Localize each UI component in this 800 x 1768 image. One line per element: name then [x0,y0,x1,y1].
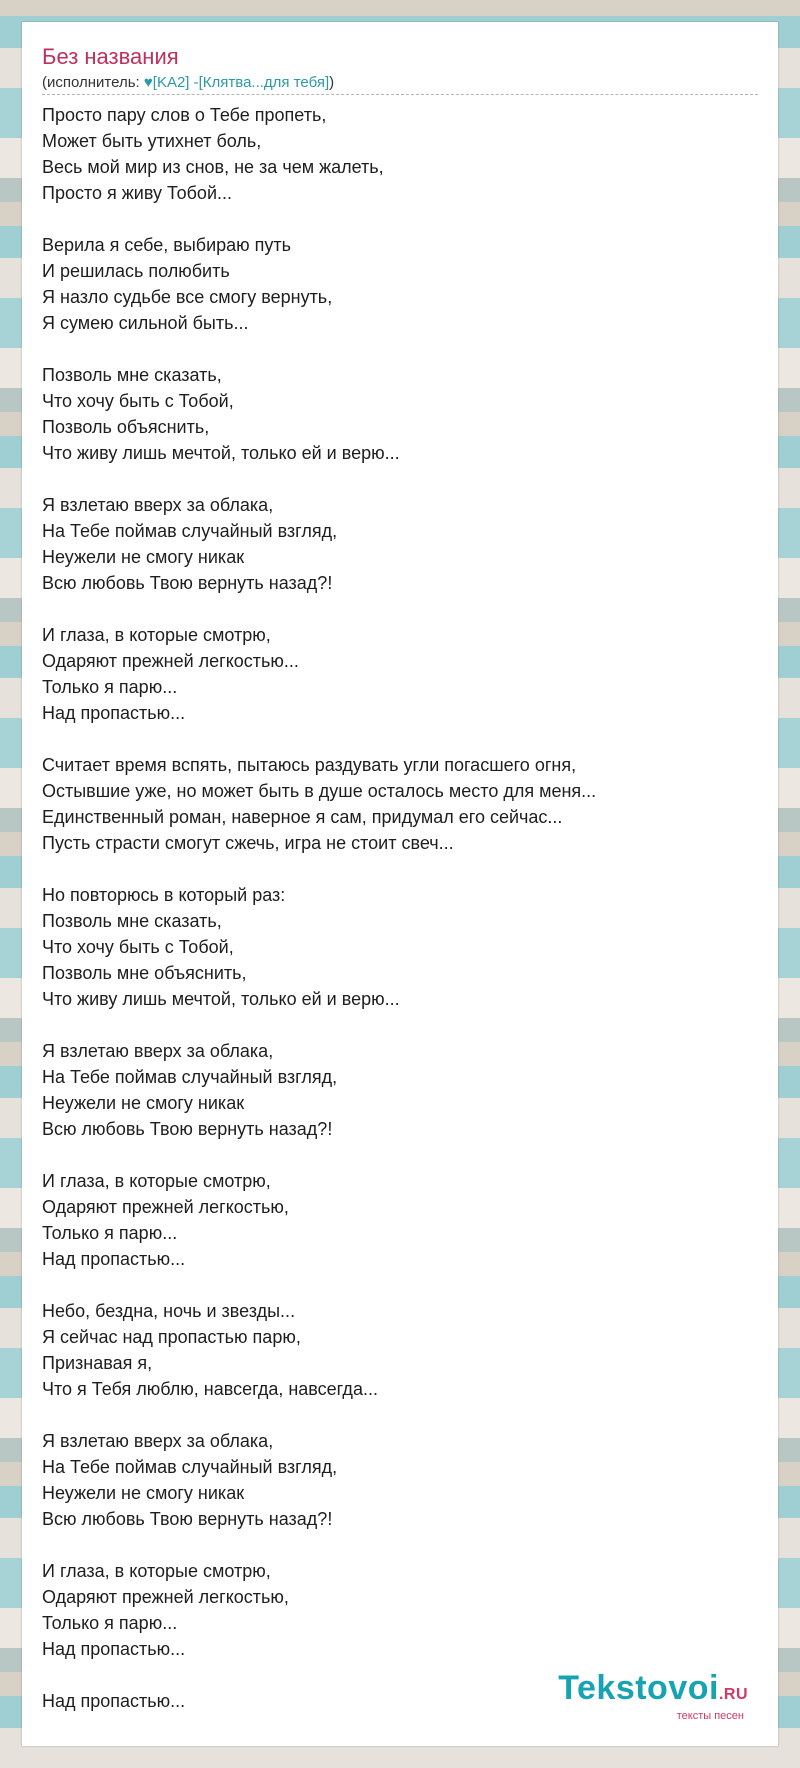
lyrics-line: Что живу лишь мечтой, только ей и верю... [42,443,400,463]
logo-text: Tekstovoi [558,1669,719,1707]
lyrics-stanza [42,1428,752,1532]
lyrics-stanza [42,622,752,726]
lyrics-line: На Тебе поймав случайный взгляд, [42,1457,338,1477]
lyrics-line: На Тебе поймав случайный взгляд, [42,1067,338,1087]
artist-prefix: (исполнитель: [42,74,144,91]
lyrics-line: Над пропастью... [42,703,186,723]
lyrics-line: Одаряют прежней легкостью, [42,1587,289,1607]
lyrics-line: Позволь мне сказать, [42,911,222,931]
lyrics-line: Только я парю... [42,1223,178,1243]
heart-icon: ♥ [143,74,153,91]
lyrics-line: Одаряют прежней легкостью... [42,651,299,671]
lyrics-line: Над пропастью... [42,1691,186,1711]
lyrics-line: Что я Тебя люблю, навсегда, навсегда... [42,1379,378,1399]
lyrics-line: Что хочу быть с Тобой, [42,391,234,411]
lyrics-stanza [42,362,752,466]
artist-suffix: ) [329,74,335,91]
lyrics-line: Позволь мне объяснить, [42,963,247,983]
lyrics-line: Считает время вспять, пытаюсь раздувать угли погасшего огня, [42,755,577,775]
song-title: Без названия [42,44,179,69]
lyrics-line: Над пропастью... [42,1249,186,1269]
lyrics-line: Только я парю... [42,1613,178,1633]
lyrics-line: Одаряют прежней легкостью, [42,1197,289,1217]
lyrics-line: И глаза, в которые смотрю, [42,1171,271,1191]
lyrics-line: Верила я себе, выбираю путь [42,235,292,255]
lyrics-line: И глаза, в которые смотрю, [42,625,271,645]
logo-tagline: тексты песен [676,1710,744,1722]
lyrics-line: Только я парю... [42,677,178,697]
lyrics-line: Позволь объяснить, [42,417,210,437]
lyrics-line: И глаза, в которые смотрю, [42,1561,271,1581]
lyrics-stanza [42,492,752,596]
artist-line [42,74,334,91]
lyrics-line: На Тебе поймав случайный взгляд, [42,521,338,541]
lyrics-line: Позволь мне сказать, [42,365,222,385]
lyrics-line: Я сейчас над пропастью парю, [42,1327,301,1347]
lyrics-line: Всю любовь Твою вернуть назад?! [42,1119,333,1139]
lyrics-line: Остывшие уже, но может быть в душе осталось место для меня... [42,781,597,801]
logo-tld: .RU [718,1686,748,1703]
lyrics-line: Что хочу быть с Тобой, [42,937,234,957]
lyrics-line: Неужели не смогу никак [42,1483,245,1503]
site-logo[interactable] [558,1671,748,1722]
lyrics-line: Просто пару слов о Тебе пропеть, [42,105,327,125]
lyrics-body [42,102,752,1740]
lyrics-line: Что живу лишь мечтой, только ей и верю... [42,989,400,1009]
header-divider [42,94,758,95]
artist-link[interactable]: [KA2] -[Клятва...для тебя] [152,74,330,91]
lyrics-line: Единственный роман, наверное я сам, придумал его сейчас... [42,807,563,827]
lyrics-line: Неужели не смогу никак [42,1093,245,1113]
lyrics-line: Я сумею сильной быть... [42,313,249,333]
lyrics-line: Всю любовь Твою вернуть назад?! [42,1509,333,1529]
lyrics-stanza [42,1558,752,1662]
lyrics-stanza [42,1038,752,1142]
lyrics-line: Просто я живу Тобой... [42,183,233,203]
lyrics-line: Неужели не смогу никак [42,547,245,567]
lyrics-line: Небо, бездна, ночь и звезды... [42,1301,296,1321]
lyrics-line: Весь мой мир из снов, не за чем жалеть, [42,157,384,177]
lyrics-stanza [42,1298,752,1402]
lyrics-stanza [42,232,752,336]
lyrics-line: Пусть страсти смогут сжечь, игра не стоит свеч... [42,833,454,853]
lyrics-line: И решилась полюбить [42,261,230,281]
lyrics-line: Но повторюсь в который раз: [42,885,286,905]
lyrics-sheet [22,22,778,1746]
lyrics-stanza [42,1168,752,1272]
lyrics-line: Я взлетаю вверх за облака, [42,1431,274,1451]
lyrics-line: Я взлетаю вверх за облака, [42,495,274,515]
lyrics-stanza [42,752,752,856]
lyrics-line: Я назло судьбе все смогу вернуть, [42,287,333,307]
lyrics-line: Над пропастью... [42,1639,186,1659]
lyrics-line: Всю любовь Твою вернуть назад?! [42,573,333,593]
lyrics-line: Может быть утихнет боль, [42,131,262,151]
lyrics-stanza [42,102,752,206]
lyrics-line: Признавая я, [42,1353,153,1373]
lyrics-line: Я взлетаю вверх за облака, [42,1041,274,1061]
lyrics-stanza [42,882,752,1012]
